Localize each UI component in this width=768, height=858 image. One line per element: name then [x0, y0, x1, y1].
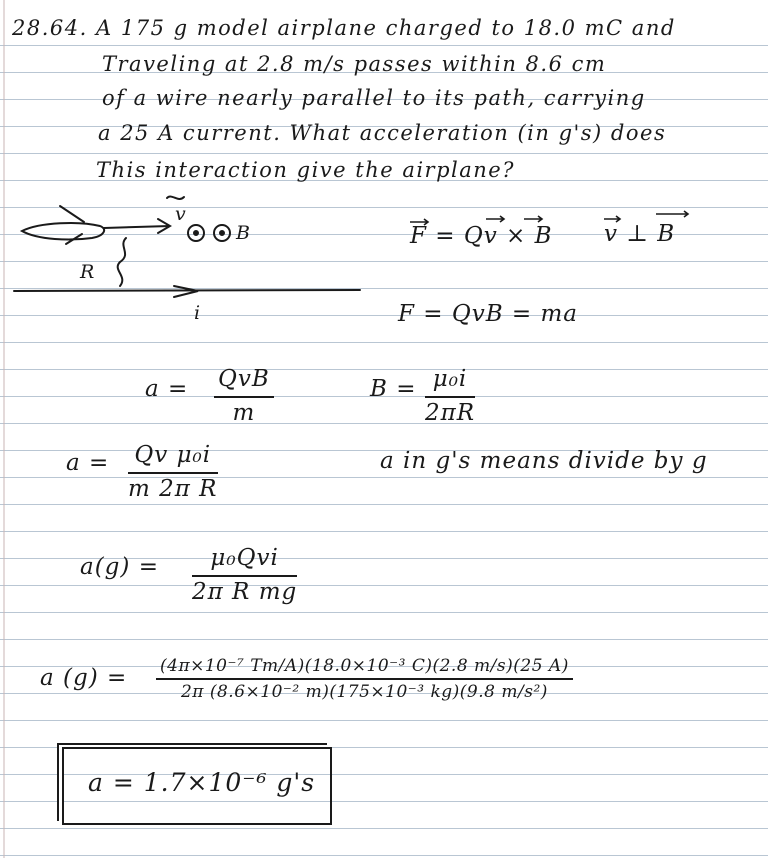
- g-units-note: a in g's means divide by g: [380, 448, 708, 474]
- b-label: B: [236, 222, 251, 244]
- ag-equation-lhs: a(g) =: [80, 554, 159, 580]
- force-vector-equation: F = Qv × B: [410, 223, 553, 249]
- substitution-fraction: $\frac{\text{(4π×10⁻⁷ Tm/A)(18.0×10⁻³ C)(2.8 m/s)(25 A)}}{\text{2π (8.6×10⁻² m)(175×10⁻³ kg)(9.8 m/s²)}}$: [156, 656, 573, 703]
- substitution-lhs: a (g) =: [40, 665, 128, 691]
- problem-line-4: a 25 A current. What acceleration (in g's) does: [98, 121, 667, 145]
- a-equation-lhs: a =: [145, 376, 189, 402]
- v-label: v: [175, 203, 187, 225]
- a2-equation-lhs: a =: [66, 450, 110, 476]
- force-scalar-equation: F = QvB = ma: [398, 301, 579, 327]
- problem-line-1: A 175 g model airplane charged to 18.0 mC and: [96, 16, 676, 40]
- problem-line-3: of a wire nearly parallel to its path, carrying: [102, 86, 646, 110]
- problem-line-2: Traveling at 2.8 m/s passes within 8.6 cm: [102, 52, 607, 76]
- final-answer: a = 1.7×10⁻⁶ g's: [88, 768, 316, 797]
- problem-line-5: This interaction give the airplane?: [96, 158, 515, 182]
- a2-equation-fraction: $\frac{\text{Qv μ₀i}}{\text{m 2π R}}$: [128, 442, 218, 502]
- a-equation-fraction: QvB m: [214, 366, 274, 427]
- b-equation-lhs: B =: [370, 376, 417, 402]
- problem-number: 28.64.: [12, 16, 88, 40]
- r-label: R: [80, 261, 95, 283]
- i-label: i: [194, 302, 201, 324]
- ag-equation-fraction: μ₀Qvi 2π R mg: [192, 545, 298, 605]
- perpendicular-relation: v ⊥ B: [604, 221, 676, 247]
- b-equation-fraction: $\frac{\text{μ₀i}}{2\pi R}$: [425, 366, 476, 426]
